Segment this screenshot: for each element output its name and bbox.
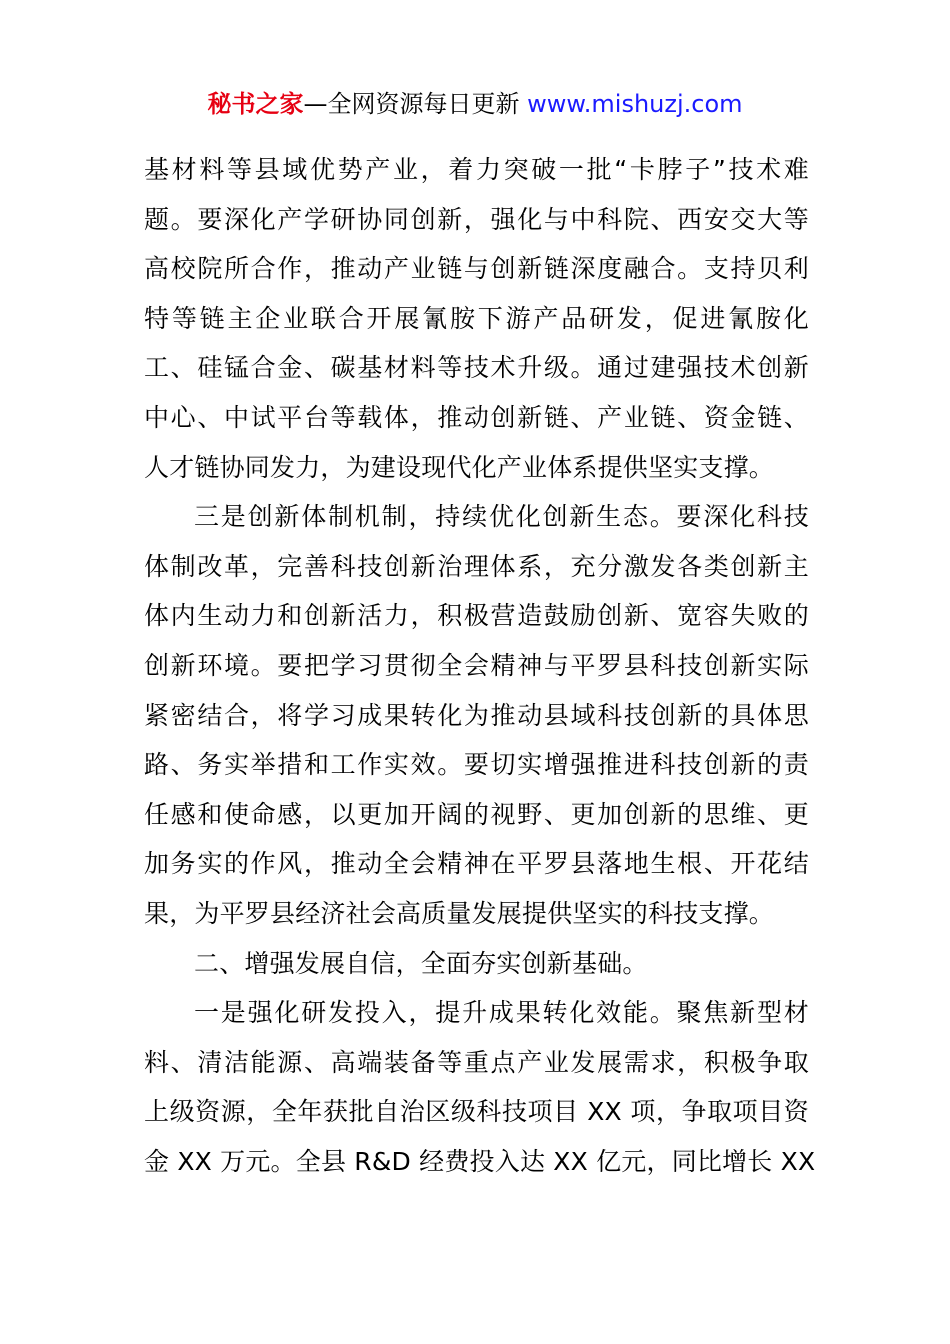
text-line: 紧密结合，将学习成果转化为推动县域科技创新的具体思 bbox=[144, 700, 809, 730]
text-line: 人才链协同发力，为建设现代化产业体系提供坚实支撑。 bbox=[144, 452, 775, 482]
text-line: 果，为平罗县经济社会高质量发展提供坚实的科技支撑。 bbox=[144, 898, 775, 928]
text-line: 任感和使命感，以更加开阔的视野、更加创新的思维、更 bbox=[144, 799, 809, 829]
text-line: 中心、中试平台等载体，推动创新链、产业链、资金链、 bbox=[144, 402, 809, 432]
text-line: 加务实的作风，推动全会精神在平罗县落地生根、开花结 bbox=[144, 849, 809, 879]
document-body bbox=[144, 145, 816, 1186]
text-line: 高校院所合作，推动产业链与创新链深度融合。支持贝利 bbox=[144, 254, 809, 284]
text-line: 体内生动力和创新活力，积极营造鼓励创新、宽容失败的 bbox=[144, 601, 809, 631]
section-heading: 二、增强发展自信，全面夯实创新基础。 bbox=[194, 948, 648, 978]
text-line: 路、务实举措和工作实效。要切实增强推进科技创新的责 bbox=[144, 750, 809, 780]
text-line: 金 XX 万元。全县 R&D 经费投入达 XX 亿元，同比增长 XX bbox=[144, 1146, 816, 1176]
text-line: 特等链主企业联合开展氰胺下游产品研发，促进氰胺化 bbox=[144, 303, 809, 333]
text-line: 上级资源，全年获批自治区级科技项目 XX 项，争取项目资 bbox=[144, 1097, 809, 1127]
site-url-link[interactable]: www.mishuzj.com bbox=[527, 90, 743, 118]
paragraph-start-line: 三是创新体制机制，持续优化创新生态。要深化科技 bbox=[194, 502, 809, 532]
paragraph-start-line: 一是强化研发投入，提升成果转化效能。聚焦新型材 bbox=[194, 998, 809, 1028]
brand-name: 秘书之家 bbox=[207, 90, 304, 118]
text-line: 体制改革，完善科技创新治理体系，充分激发各类创新主 bbox=[144, 551, 809, 581]
site-header bbox=[0, 86, 950, 122]
text-line: 基材料等县域优势产业，着力突破一批“卡脖子”技术难 bbox=[144, 155, 809, 184]
text-line: 创新环境。要把学习贯彻全会精神与平罗县科技创新实际 bbox=[144, 650, 809, 680]
header-tagline: —全网资源每日更新 bbox=[303, 90, 528, 118]
text-line: 料、清洁能源、高端装备等重点产业发展需求，积极争取 bbox=[144, 1047, 809, 1077]
text-line: 题。要深化产学研协同创新，强化与中科院、西安交大等 bbox=[144, 204, 809, 234]
text-line: 工、硅锰合金、碳基材料等技术升级。通过建强技术创新 bbox=[144, 353, 809, 383]
